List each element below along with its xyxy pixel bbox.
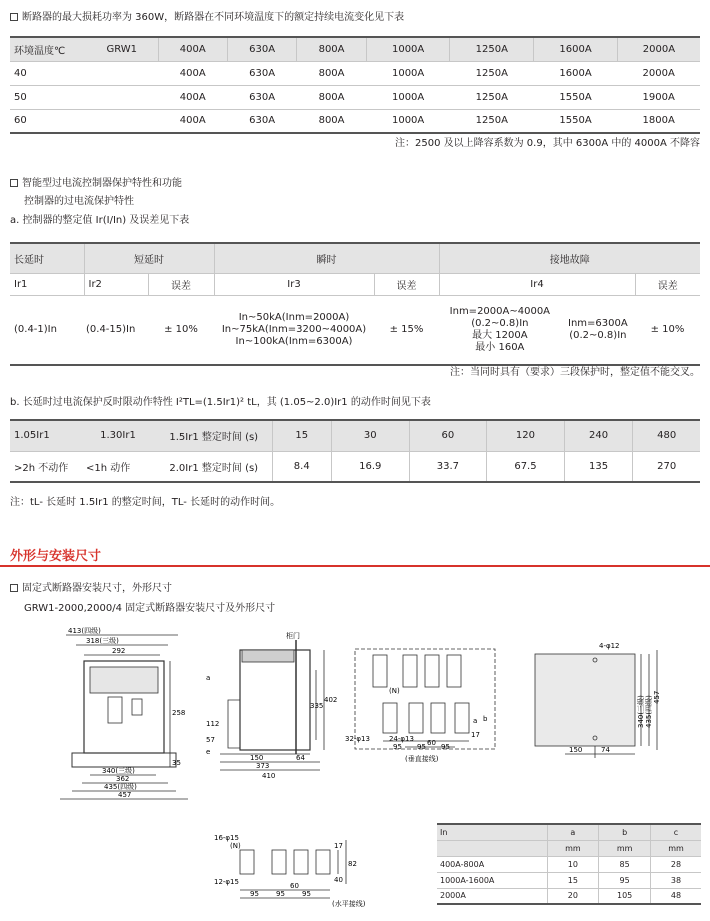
dimension-label: 318(三级) (86, 637, 119, 645)
dimension-label: 64 (296, 754, 305, 762)
table-header-row (10, 37, 700, 61)
table-cell: 67.5 (487, 451, 565, 482)
table-cell: c (651, 824, 702, 840)
table-cell (86, 61, 158, 85)
table-row (437, 856, 701, 872)
table-cell: 1900A (617, 85, 700, 109)
ir3-line: In~50kA(Inm=2000A) (238, 311, 350, 323)
dimension-label: 373 (256, 762, 270, 770)
section1-heading: 断路器的最大损耗功率为 360W，断路器在不同环境温度下的额定持续电流变化见下表 (10, 12, 404, 24)
table-cell (437, 840, 547, 856)
ir3-line: In~75kA(Inm=3200~4000A) (221, 323, 367, 335)
table-cell: 50 (10, 85, 86, 109)
dimension-label: 60 (427, 739, 436, 747)
table-cell: a (547, 824, 599, 840)
dimension-label: 82 (348, 860, 357, 868)
dimension-label: a (473, 717, 478, 725)
section2-heading: 智能型过电流控制器保护特性和功能 (10, 178, 182, 190)
mounting-plate-drawing (525, 640, 680, 770)
table-cell: 630A (227, 61, 296, 85)
dimension-label: 362 (116, 775, 130, 783)
table-cell: 400A (158, 109, 227, 133)
dimension-label: 410 (262, 772, 276, 780)
table-cell: 40 (10, 61, 86, 85)
table-row (10, 420, 700, 451)
table-cell: 105 (599, 888, 651, 904)
table-cell: 1.5Ir1 整定时间 (s) (156, 420, 272, 451)
table-cell: ± 10% (148, 295, 214, 365)
table-cell: 1000A (366, 109, 450, 133)
table-cell: 接地故障 (439, 243, 700, 273)
dimension-label: 4-φ12 (599, 642, 620, 650)
table-cell: 10 (547, 856, 599, 872)
dimension-label: 435(四级) (645, 695, 653, 728)
dimension-label: 32-φ13 (345, 735, 370, 743)
dimension-label: a (206, 674, 211, 682)
table-cell: 400A (158, 37, 227, 61)
ir4-line: (0.2~0.8)In (569, 329, 627, 341)
section4-title: 外形与安装尺寸 (10, 549, 102, 564)
table-cell: 1600A (534, 37, 618, 61)
section-divider (0, 565, 710, 567)
ir4-line: 最小 160A (475, 341, 525, 353)
table-cell: (0.4-1)In (10, 295, 84, 365)
table-cell: 1250A (450, 85, 534, 109)
time-current-table (10, 419, 700, 483)
vertical-terminal-drawing (345, 645, 500, 763)
dimension-label: 12-φ15 (214, 878, 239, 886)
table-cell: 15 (547, 872, 599, 888)
table-cell: 1000A (366, 37, 450, 61)
section2-subheading: 控制器的过电流保护特性 (24, 196, 134, 207)
table-cell: 400A (158, 61, 227, 85)
table-cell: 1.30Ir1 (80, 420, 156, 451)
table-cell (86, 85, 158, 109)
table-header-row (437, 824, 701, 840)
table-cell: Ir3 (214, 273, 374, 295)
table-cell: 1550A (534, 85, 618, 109)
table-cell: 30 (331, 420, 409, 451)
dimension-label: 95 (393, 743, 402, 751)
front-view-drawing (20, 625, 200, 805)
dimension-label: 57 (206, 736, 215, 744)
table-cell: 28 (651, 856, 702, 872)
table-cell: 2.0Ir1 整定时间 (s) (156, 451, 272, 482)
table-cell: 瞬时 (214, 243, 439, 273)
table-cell: <1h 动作 (80, 451, 156, 482)
dimension-label: 60 (290, 882, 299, 890)
table-cell: 1.05Ir1 (10, 420, 80, 451)
dimension-label: (N) (230, 842, 241, 850)
ir4a-cell (439, 295, 561, 365)
table-cell: >2h 不动作 (10, 451, 80, 482)
table-cell: 60 (409, 420, 487, 451)
dimension-table (437, 823, 701, 905)
table-cell: 1250A (450, 61, 534, 85)
table-cell: 800A (297, 85, 366, 109)
dimension-label: 112 (206, 720, 220, 728)
dimension-label: 40 (334, 876, 343, 884)
table-cell: In (437, 824, 547, 840)
table-subheader-row (10, 273, 700, 295)
table-cell: 95 (599, 872, 651, 888)
table-cell: 800A (297, 61, 366, 85)
dimension-label: (垂直接线) (405, 755, 439, 763)
table-cell: 800A (297, 37, 366, 61)
ir4-line: (0.2~0.8)In (471, 317, 529, 329)
temperature-table (10, 36, 700, 134)
dimension-label: 35 (172, 759, 181, 767)
table-cell: 800A (297, 109, 366, 133)
table-cell: 400A (158, 85, 227, 109)
table-cell: 1600A (534, 61, 618, 85)
dimension-label: 95 (417, 743, 426, 751)
dimension-label: b (483, 715, 488, 723)
table-row (10, 451, 700, 482)
table-cell: 1250A (450, 109, 534, 133)
table-cell: mm (651, 840, 702, 856)
dimension-label: 95 (302, 890, 311, 898)
table-cell: 1000A (366, 61, 450, 85)
section4-item: 固定式断路器安装尺寸，外形尺寸 (10, 583, 172, 595)
table-cell: 630A (227, 85, 296, 109)
ir4-line: 最大 1200A (472, 329, 528, 341)
table-cell: 48 (651, 888, 702, 904)
table-cell: 135 (564, 451, 633, 482)
dimension-label: 457 (653, 690, 661, 704)
ir3-cell (214, 295, 374, 365)
dimension-label: 435(四级) (104, 783, 137, 791)
table-cell: (0.4-15)In (84, 295, 148, 365)
dimension-label: 150 (569, 746, 583, 754)
table-cell: ± 10% (635, 295, 700, 365)
dimension-label: 340(三级) (102, 767, 135, 775)
table-cell: Ir2 (84, 273, 148, 295)
table-cell: 1800A (617, 109, 700, 133)
table-cell: 环境温度℃ (10, 37, 86, 61)
checkbox-square-icon (10, 13, 18, 21)
table-cell: 630A (227, 109, 296, 133)
table-cell: GRW1 (86, 37, 158, 61)
table-group-header-row (10, 243, 700, 273)
table-cell: 2000A (617, 61, 700, 85)
table-cell: 400A-800A (437, 856, 547, 872)
ir4b-cell (561, 295, 635, 365)
section2-item-a: a. 控制器的整定值 Ir(I/In) 及误差见下表 (10, 215, 190, 226)
table-cell: 270 (633, 451, 700, 482)
horizontal-terminal-drawing (210, 830, 390, 915)
table-cell: 短延时 (84, 243, 214, 273)
dimension-label: 258 (172, 709, 186, 717)
table-cell: 33.7 (409, 451, 487, 482)
dimension-label: 402 (324, 696, 338, 704)
table-cell: 8.4 (272, 451, 331, 482)
table-cell: 630A (227, 37, 296, 61)
dimension-label: 95 (276, 890, 285, 898)
section2-note: 注：当同时具有（要求）三段保护时，整定值不能交叉。 (450, 367, 700, 378)
table-cell: mm (547, 840, 599, 856)
dimension-label: 95 (441, 743, 450, 751)
table-row (10, 85, 700, 109)
table-cell: 误差 (635, 273, 700, 295)
section1-note: 注：2500 及以上降容系数为 0.9，其中 6300A 中的 4000A 不降容 (394, 138, 700, 149)
table-cell: 误差 (374, 273, 439, 295)
table-cell: b (599, 824, 651, 840)
table-cell: mm (599, 840, 651, 856)
table-cell: 38 (651, 872, 702, 888)
table-cell: 2000A (437, 888, 547, 904)
table-units-row (437, 840, 701, 856)
table-cell: 1000A-1600A (437, 872, 547, 888)
dimension-label: 335 (310, 702, 324, 710)
table-cell (86, 109, 158, 133)
table-cell: Ir1 (10, 273, 84, 295)
section3-note: 注：tL- 长延时 1.5Ir1 的整定时间，TL- 长延时的动作时间。 (10, 497, 281, 508)
table-cell: 480 (633, 420, 700, 451)
table-cell: 误差 (148, 273, 214, 295)
table-cell: 1250A (450, 37, 534, 61)
dimension-label: 柜门 (286, 632, 300, 640)
dimension-label: 74 (601, 746, 610, 754)
dimension-label: 24-φ13 (389, 735, 414, 743)
controller-setting-table (10, 242, 700, 366)
table-cell: 16.9 (331, 451, 409, 482)
table-cell: 20 (547, 888, 599, 904)
checkbox-square-icon (10, 584, 18, 592)
dimension-label: 17 (334, 842, 343, 850)
section3-item-b: b. 长延时过电流保护反时限动作特性 I²TL=(1.5Ir1)² tL，其 (1.05~2.0)Ir1 的动作时间见下表 (10, 397, 431, 408)
dimension-label: 457 (118, 791, 132, 799)
checkbox-square-icon (10, 179, 18, 187)
table-cell: Ir4 (439, 273, 635, 295)
table-cell: 长延时 (10, 243, 84, 273)
dimension-label: e (206, 748, 211, 756)
table-cell: ± 15% (374, 295, 439, 365)
dimension-label: 292 (112, 647, 126, 655)
side-view-drawing (200, 630, 338, 780)
dimension-label: 16-φ15 (214, 834, 239, 842)
table-cell: 120 (487, 420, 565, 451)
dimension-label: 150 (250, 754, 264, 762)
table-row (437, 872, 701, 888)
dimension-label: 95 (250, 890, 259, 898)
table-row (437, 888, 701, 904)
dimension-label: 340(三级) (637, 695, 645, 728)
section4-subtitle: GRW1-2000,2000/4 固定式断路器安装尺寸及外形尺寸 (24, 603, 276, 614)
dimension-label: 413(四级) (68, 627, 101, 635)
table-cell: 1000A (366, 85, 450, 109)
table-cell: 1550A (534, 109, 618, 133)
table-row (10, 61, 700, 85)
table-cell: 15 (272, 420, 331, 451)
table-cell: 85 (599, 856, 651, 872)
table-cell: 60 (10, 109, 86, 133)
table-cell: 2000A (617, 37, 700, 61)
dimension-label: 17 (471, 731, 480, 739)
dimension-label: (N) (389, 687, 400, 695)
table-row (10, 109, 700, 133)
table-cell: 240 (564, 420, 633, 451)
table-row (10, 295, 700, 365)
ir4-line: Inm=2000A~4000A (449, 305, 551, 317)
ir4-line: Inm=6300A (568, 317, 628, 329)
dimension-label: (水平接线) (332, 900, 366, 908)
ir3-line: In~100kA(Inm=6300A) (235, 335, 353, 347)
